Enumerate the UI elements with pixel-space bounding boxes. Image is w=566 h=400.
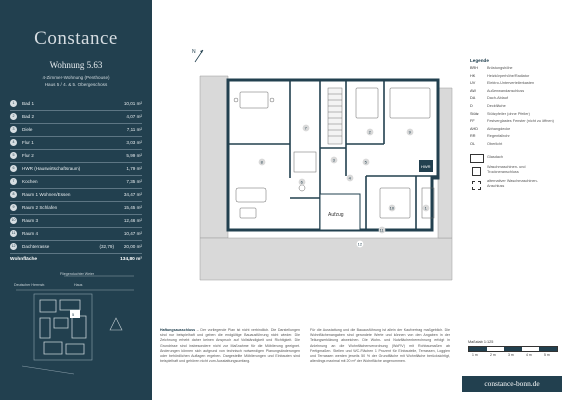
legend-item bbox=[470, 127, 558, 135]
roof-terrace-left bbox=[200, 76, 228, 238]
alt-washer-connection-icon bbox=[472, 181, 481, 190]
room-number-badge: 4 bbox=[10, 139, 17, 146]
roof-terrace-bottom bbox=[200, 238, 452, 280]
scale-tick: 5 m bbox=[544, 353, 550, 357]
room-area: 7,35 m² bbox=[126, 179, 142, 184]
hwr-label: HWR bbox=[421, 164, 431, 169]
room-area: 10,47 m² bbox=[123, 231, 142, 236]
svg-text:12: 12 bbox=[357, 241, 363, 247]
room-name: Bad 2 bbox=[22, 114, 35, 119]
legend-text: Außenwandanschluss bbox=[487, 88, 525, 93]
room-name: Raum 3 bbox=[22, 218, 39, 223]
room-number-badge: 10 bbox=[11, 218, 16, 222]
room-number-badge: 3 bbox=[10, 126, 17, 133]
room-area-gross: (32,79) bbox=[99, 244, 114, 249]
legend-abbr: DA bbox=[470, 96, 476, 101]
room-name: Dachterrasse bbox=[22, 244, 50, 249]
room-row bbox=[10, 150, 142, 163]
legend-item bbox=[470, 134, 558, 142]
house-number: 5 bbox=[72, 312, 75, 317]
legend-text: Oberlicht bbox=[487, 141, 503, 146]
legend-item bbox=[470, 96, 558, 104]
room-name: Raum 1 Wohnen/Essen bbox=[22, 192, 71, 197]
north-label: N bbox=[192, 49, 196, 55]
legend-item bbox=[470, 119, 558, 127]
room-name: HWR (Hauswirtschaftsraum) bbox=[22, 166, 81, 171]
room-row bbox=[10, 176, 142, 189]
disclaimer-column-2: Für die Ausstattung und die Bauausführung ist allein der Kaufvertrag maßgeblich. Die Wohnflächenangaben sind gerundete Werte und können von den Angaben in der Teilungserklärung abweichen. Die Wohn- und Nutzflächenberechnung erfolgt in Anlehnung an die Wohnflächenverordnung (WoFlV) mit Rohbaumaßen ab Fertigmaßen. Stellen und WC-Flächen 1 Prozent für Einbauteile, Terrassen, Loggien und Terrassen werden jeweils 50 % der Grundfläche mit Wohnfläche berücksichtigt, allerdings maximal mit 20 m² der Wohnfläche angenommen. bbox=[310, 328, 450, 364]
brand-logo: Constance bbox=[34, 28, 118, 49]
disclaimer-text: – Der vorliegende Plan ist nicht verbindlich. Die Darstellungen sind nur beispielhaft und geben die endgültige Bauausführung nicht wieder. Die Zeichnung erhebt daher keinen Anspruch auf Vollständigkeit und Richtigkeit. Die Grundrisse sind insbesondere nicht zur Maßnahme für die Möblierung geeignet. Änderungen können sich aufgrund von technisch notwendigen Planungsänderungen oder behördlichen Auflagen ergeben. Dargestellte Möblierungen und Einbauten sind beispielhaft und gehören nicht zum Ausstattungsumfang. bbox=[160, 328, 301, 364]
room-area: 10,01 m² bbox=[123, 101, 142, 106]
legend-text: alternativer Waschmaschinen-Anschluss bbox=[487, 178, 538, 188]
svg-text:6: 6 bbox=[300, 179, 303, 185]
legend-abbr: OL bbox=[470, 141, 476, 146]
legend-symbol-item bbox=[470, 179, 558, 193]
svg-text:9: 9 bbox=[408, 129, 411, 135]
room-row bbox=[10, 163, 142, 176]
legend-item bbox=[470, 104, 558, 112]
room-area: 34,47 m² bbox=[123, 192, 142, 197]
room-row bbox=[10, 98, 142, 111]
room-number-badge: 2 bbox=[10, 113, 17, 120]
legend-symbol-item bbox=[470, 153, 558, 165]
washer-connection-icon bbox=[472, 167, 481, 176]
legend-text: Dach-Ablauf bbox=[487, 96, 508, 101]
scale-tick: 2 m bbox=[490, 353, 496, 357]
roof-terrace-right bbox=[438, 88, 452, 238]
house-label: Haus bbox=[74, 283, 83, 287]
legend-text: Abhangdecke bbox=[487, 126, 511, 131]
room-number-badge: 11 bbox=[11, 231, 16, 235]
room-row bbox=[10, 111, 142, 124]
svg-text:7: 7 bbox=[304, 125, 307, 131]
street-label: Deutscher Herrnstr. bbox=[14, 283, 46, 287]
room-name: Flur 2 bbox=[22, 153, 34, 158]
room-area: 3,03 m² bbox=[126, 140, 142, 145]
room-row bbox=[10, 241, 142, 254]
room-area: 5,99 m² bbox=[126, 153, 142, 158]
legend-title: Legende bbox=[470, 58, 489, 63]
apartment-location: Haus 5 / 4. & 5. Obergeschoss bbox=[44, 82, 108, 87]
room-list bbox=[10, 98, 142, 266]
legend-item bbox=[470, 81, 558, 89]
room-area: 1,79 m² bbox=[126, 166, 142, 171]
scale-tick: 1 m bbox=[472, 353, 478, 357]
legend-abbr: BRH bbox=[470, 66, 479, 70]
legend-abbr: AW bbox=[470, 88, 476, 93]
legend-abbr: HK bbox=[470, 73, 476, 78]
room-name: Flur 1 bbox=[22, 140, 34, 145]
legend-item bbox=[470, 74, 558, 82]
svg-text:1: 1 bbox=[424, 205, 427, 211]
total-area: 134,80 m² bbox=[120, 257, 142, 262]
legend-item bbox=[470, 66, 558, 74]
room-number-badge: 5 bbox=[10, 152, 17, 159]
legend-text: Deckfläche bbox=[487, 103, 506, 108]
svg-text:2: 2 bbox=[368, 129, 371, 135]
room-area: 7,11 m² bbox=[126, 127, 142, 132]
legend-text: Elektro-Unterverteilerkasten bbox=[487, 81, 535, 86]
room-number-badge: 1 bbox=[10, 100, 17, 107]
room-row bbox=[10, 189, 142, 202]
staircase bbox=[328, 88, 342, 144]
site-plan-label: Fliegenduchter Weier bbox=[60, 272, 95, 276]
room-number-badge: 7 bbox=[10, 178, 17, 185]
room-row bbox=[10, 124, 142, 137]
legend-text: Festverglastes Fenster (nicht zu öffnen) bbox=[487, 119, 554, 124]
legend-abbr: UV bbox=[470, 81, 476, 86]
room-name: Kochen bbox=[22, 179, 38, 184]
legend bbox=[470, 58, 558, 193]
room-row bbox=[10, 215, 142, 228]
website-link[interactable]: constance-bonn.de bbox=[462, 376, 562, 392]
legend-item bbox=[470, 89, 558, 97]
room-row bbox=[10, 137, 142, 150]
legend-abbr: AHD bbox=[470, 126, 479, 131]
room-area: 15,45 m² bbox=[123, 205, 142, 210]
room-name: Raum 4 bbox=[22, 231, 39, 236]
scale-ticks bbox=[468, 352, 558, 358]
room-number-badge: 8 bbox=[10, 191, 17, 198]
glass-roof-icon bbox=[470, 154, 484, 163]
svg-text:8: 8 bbox=[260, 159, 263, 165]
legend-abbr: RR bbox=[470, 134, 476, 139]
room-area: 12,46 m² bbox=[123, 218, 142, 223]
legend-abbr: Stütz bbox=[470, 111, 479, 116]
legend-text: Glasdach bbox=[487, 154, 504, 159]
room-number-badge: 9 bbox=[10, 204, 17, 211]
legend-text: Heizkörperhöhe/Radiator bbox=[487, 73, 530, 78]
legend-text: Waschmaschinen- und Trockneranschluss bbox=[487, 164, 526, 174]
info-sidebar bbox=[0, 0, 152, 400]
room-name: Raum 2 Schlafen bbox=[22, 205, 58, 210]
total-label: Wohnfläche bbox=[10, 257, 38, 262]
apartment-type: 4-Zimmer-Wohnung (Penthouse) bbox=[42, 75, 110, 80]
legend-text: Regenfallrohr bbox=[487, 134, 510, 139]
total-row bbox=[10, 254, 142, 266]
scale-tick: 4 m bbox=[526, 353, 532, 357]
scale-bar bbox=[468, 340, 558, 358]
room-number-badge: 12 bbox=[11, 244, 16, 248]
room-number-badge: 6 bbox=[10, 165, 17, 172]
elevator-label: Aufzug bbox=[328, 212, 344, 218]
room-row bbox=[10, 202, 142, 215]
legend-symbol-item bbox=[470, 165, 558, 179]
legend-abbr: D bbox=[470, 103, 473, 108]
scale-label: Maßstab 1:125 bbox=[468, 340, 494, 344]
disclaimer-column-1 bbox=[160, 328, 300, 364]
site-plan bbox=[14, 270, 138, 380]
svg-text:5: 5 bbox=[364, 159, 367, 165]
legend-item bbox=[470, 142, 558, 150]
svg-text:4: 4 bbox=[348, 175, 351, 181]
room-area: 4,07 m² bbox=[126, 114, 142, 119]
room-area: 20,00 m² bbox=[123, 244, 142, 249]
legend-item bbox=[470, 112, 558, 120]
apartment-title: Wohnung 5.63 bbox=[49, 60, 103, 70]
legend-abbr: FF bbox=[470, 119, 475, 124]
disclaimer-heading: Haftungsausschluss bbox=[160, 328, 196, 332]
svg-text:3: 3 bbox=[332, 157, 335, 163]
svg-text:11: 11 bbox=[379, 227, 384, 233]
scale-tick: 3 m bbox=[508, 353, 514, 357]
room-name: Bad 1 bbox=[22, 101, 35, 106]
svg-text:10: 10 bbox=[389, 205, 395, 211]
floor-plan bbox=[170, 48, 460, 308]
room-name: Diele bbox=[22, 127, 33, 132]
room-row bbox=[10, 228, 142, 241]
legend-text: Stützpfeiler (ohne Pfeiler) bbox=[487, 111, 530, 116]
legend-text: Brüstungshöhe bbox=[487, 66, 513, 70]
